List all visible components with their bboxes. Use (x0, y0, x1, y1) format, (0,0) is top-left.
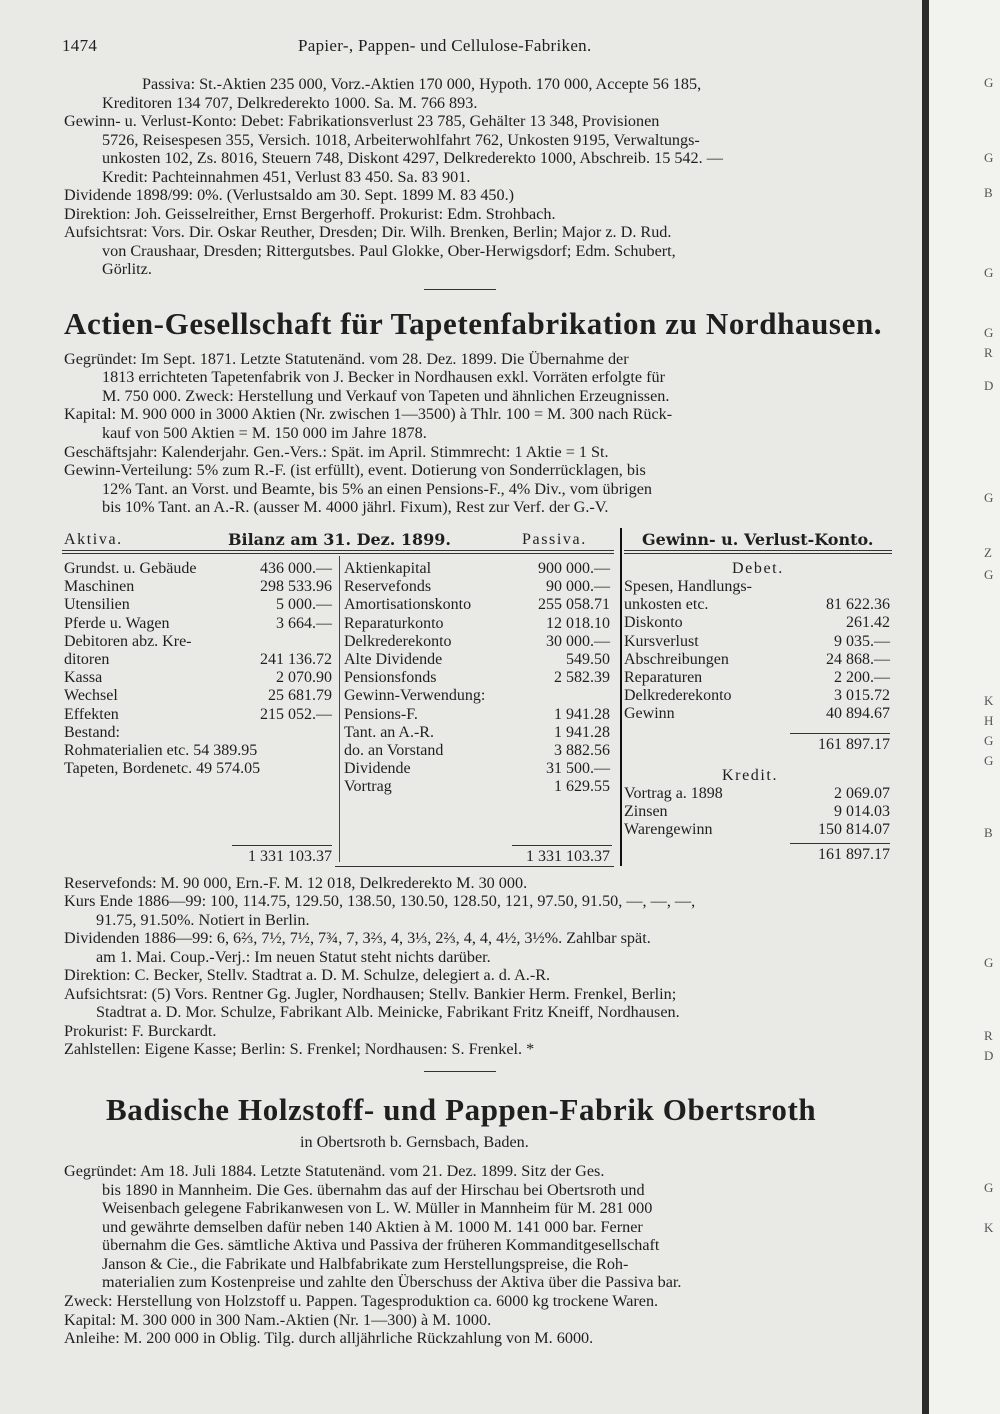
kredit-total: 161 897.17 (818, 846, 890, 863)
debet-row-label: Gewinn (624, 705, 675, 723)
margin-letter: H (984, 713, 994, 728)
margin-letter: G (984, 150, 994, 165)
debet-label: Debet. (732, 560, 784, 577)
text-line: 5726, Reisespesen 355, Versich. 1018, Arbeiterwohlfahrt 762, Unkosten 9195, Verwaltungs- (102, 131, 700, 149)
text-line: 1813 errichteten Tapetenfabrik von J. Becker in Nordhausen exkl. Vorräten erfolgte für (102, 368, 665, 386)
passiva-row-label: Reparaturkonto (344, 614, 444, 632)
passiva-row-label: Tant. an A.-R. (344, 723, 434, 741)
debet-row-label: Kursverlust (624, 632, 699, 650)
passiva-row-value: 3 882.56 (554, 742, 610, 759)
text-line: Gewinn-Verteilung: 5% zum R.-F. (ist erfüllt), event. Dotierung von Sonderrücklagen, bis (64, 461, 646, 479)
debet-row-label: unkosten etc. (624, 596, 709, 614)
table-header-rule (62, 553, 614, 554)
text-line: Direktion: C. Becker, Stellv. Stadtrat a. D. M. Schulze, delegiert a. d. A.-R. (64, 966, 551, 984)
company-subtitle: in Obertsroth b. Gernsbach, Baden. (300, 1133, 529, 1151)
margin-letter: G (984, 753, 994, 768)
text-line: 91.75, 91.50%. Notiert in Berlin. (96, 911, 310, 929)
debet-row-value: 40 894.67 (826, 705, 890, 723)
passiva-total: 1 331 103.37 (526, 848, 610, 865)
text-line: Kapital: M. 300 000 in 300 Nam.-Aktien (Nr. 1—300) à M. 1000. (64, 1311, 492, 1329)
aktiva-row-value: 5 000.— (276, 596, 332, 614)
text-line: kauf von 500 Aktien = M. 150 000 im Jahre 1878. (102, 424, 427, 442)
aktiva-row-label: Grundst. u. Gebäude (64, 560, 197, 577)
text-line: bis 1890 in Mannheim. Die Ges. übernahm das auf der Hirschau bei Obertsroth und (102, 1181, 645, 1199)
margin-letter: D (984, 1048, 994, 1063)
passiva-row-value: 30 000.— (546, 632, 610, 650)
aktiva-row-label: Effekten (64, 705, 119, 723)
aktiva-row-value: 2 070.90 (276, 669, 332, 687)
aktiva-row-label: ditoren (64, 651, 110, 668)
passiva-row-label: Alte Dividende (344, 651, 443, 668)
kredit-row-label: Vortrag a. 1898 (624, 785, 723, 802)
text-line: Zweck: Herstellung von Holzstoff u. Pappen. Tagesproduktion ca. 6000 kg trockene Waren. (64, 1292, 659, 1310)
company-title: Badische Holzstoff- und Pappen-Fabrik Obertsroth (106, 1092, 817, 1127)
text-line: übernahm die Ges. sämtliche Aktiva und Passiva der früheren Kommanditgesellschaft (102, 1236, 660, 1254)
aktiva-row-label: Bestand: (64, 723, 120, 741)
margin-letter: G (984, 567, 994, 582)
margin-letter: G (984, 265, 994, 280)
aktiva-row-label: Kassa (64, 669, 103, 687)
table-header-rule (624, 553, 892, 554)
passiva-row-value: 900 000.— (538, 560, 610, 577)
aktiva-row-value: 215 052.— (260, 705, 332, 723)
aktiva-row-label: Tapeten, Bordenetc. 49 574.05 (64, 760, 261, 778)
passiva-row-label: Vortrag (344, 778, 392, 796)
passiva-row-value: 549.50 (566, 651, 610, 668)
text-line: Kurs Ende 1886—99: 100, 114.75, 129.50, 138.50, 130.50, 128.50, 121, 97.50, 91.50, —, —, —, (64, 892, 696, 910)
kredit-row-value: 9 014.03 (834, 803, 890, 821)
debet-total: 161 897.17 (818, 736, 890, 753)
debet-row-label: Reparaturen (624, 669, 703, 686)
aktiva-total: 1 331 103.37 (248, 848, 332, 865)
table-header-rule (624, 550, 892, 551)
total-rule (790, 733, 890, 734)
text-line: unkosten 102, Zs. 8016, Steuern 748, Diskont 4297, Delkrederekto 1000, Abschreib. 15 542. — (102, 149, 723, 167)
text-line: Prokurist: F. Burckardt. (64, 1022, 217, 1040)
passiva-row-label: do. an Vorstand (344, 742, 444, 759)
kredit-row-value: 2 069.07 (834, 785, 890, 802)
margin-letter: R (984, 345, 993, 360)
aktiva-row-label: Debitoren abz. Kre- (64, 632, 192, 650)
passiva-row-label: Amortisationskonto (344, 596, 472, 614)
margin-letter: B (984, 825, 993, 840)
aktiva-row-value: 3 664.— (276, 614, 332, 632)
text-line: Aufsichtsrat: (5) Vors. Rentner Gg. Jugler, Nordhausen; Stellv. Bankier Herm. Frenkel, Berlin; (64, 985, 677, 1003)
section-divider (424, 1071, 496, 1072)
debet-row-label: Spesen, Handlungs- (624, 578, 752, 595)
debet-row-value: 81 622.36 (826, 596, 890, 614)
running-title: Papier-, Pappen- und Cellulose-Fabriken. (298, 36, 592, 55)
kredit-label: Kredit. (722, 767, 779, 784)
margin-letter: G (984, 490, 994, 505)
aktiva-row-label: Utensilien (64, 596, 130, 614)
passiva-row-label: Reservefonds (344, 578, 432, 596)
kredit-row-label: Warengewinn (624, 821, 713, 839)
passiva-row-label: Aktienkapital (344, 560, 432, 577)
text-line: M. 750 000. Zweck: Herstellung und Verkauf von Tapeten und ähnlichen Erzeugnissen. (102, 387, 670, 405)
text-line: Aufsichtsrat: Vors. Dir. Oskar Reuther, Dresden; Dir. Wilh. Brenken, Berlin; Major z. D. Rud. (64, 223, 672, 241)
margin-letter: K (984, 693, 994, 708)
text-line: Kredit: Pachteinnahmen 451, Verlust 83 450. Sa. 83 901. (102, 168, 471, 186)
debet-row-value: 261.42 (846, 614, 890, 632)
aktiva-row-value: 436 000.— (260, 560, 332, 577)
passiva-row-value: 1 629.55 (554, 778, 610, 796)
page-number: 1474 (62, 36, 98, 55)
text-line: Gegründet: Am 18. Juli 1884. Letzte Statutenänd. vom 21. Dez. 1899. Sitz der Ges. (64, 1162, 605, 1180)
passiva-row-value: 12 018.10 (546, 614, 610, 632)
passiva-row-value: 31 500.— (546, 760, 610, 778)
passiva-label: Passiva. (522, 531, 587, 548)
debet-row-label: Delkrederekonto (624, 687, 732, 705)
margin-letter: B (984, 185, 993, 200)
margin-letter: G (984, 75, 994, 90)
kredit-row-value: 150 814.07 (818, 821, 890, 839)
aktiva-row-label: Maschinen (64, 578, 135, 596)
text-line: Kreditoren 134 707, Delkrederekto 1000. Sa. M. 766 893. (102, 94, 478, 112)
aktiva-row-value: 298 533.96 (260, 578, 332, 596)
text-line: Direktion: Joh. Geisselreither, Ernst Bergerhoff. Prokurist: Edm. Strohbach. (64, 205, 556, 223)
page-binding-edge (922, 0, 929, 1414)
aktiva-row-label: Pferde u. Wagen (64, 614, 170, 632)
passiva-row-label: Delkrederekonto (344, 632, 452, 650)
total-rule (232, 845, 332, 846)
margin-letter: K (984, 1220, 994, 1235)
passiva-row-value: 2 582.39 (554, 669, 610, 687)
text-line: Janson & Cie., die Fabrikate und Halbfabrikate zum Herstellungspreise, die Roh- (102, 1255, 629, 1273)
debet-row-label: Abschreibungen (624, 650, 729, 668)
aktiva-row-value: 25 681.79 (268, 687, 332, 705)
column-divider (620, 528, 622, 866)
text-line: von Craushaar, Dresden; Rittergutsbes. Paul Glokke, Ober-Herwigsdorf; Edm. Schubert, (102, 242, 676, 260)
passiva-row-label: Gewinn-Verwendung: (344, 687, 486, 705)
text-line: bis 10% Tant. an A.-R. (ausser M. 4000 jährl. Fixum), Rest zur Verf. der G.-V. (102, 498, 609, 516)
text-line: Passiva: St.-Aktien 235 000, Vorz.-Aktien 170 000, Hypoth. 170 000, Accepte 56 185, (142, 75, 702, 93)
margin-letter: D (984, 378, 994, 393)
aktiva-row-label: Wechsel (64, 687, 118, 705)
debet-row-value: 3 015.72 (834, 687, 890, 705)
text-line: Kapital: M. 900 000 in 3000 Aktien (Nr. zwischen 1—3500) à Thlr. 100 = M. 300 nach Rück- (64, 405, 673, 423)
total-rule (512, 845, 612, 846)
gv-title: Gewinn- u. Verlust-Konto. (642, 530, 874, 549)
margin-letter: G (984, 325, 994, 340)
text-line: materialien zum Kostenpreise und zahlte den Überschuss der Aktiva über die Passiva bar. (102, 1273, 682, 1291)
passiva-row-label: Pensionsfonds (344, 669, 437, 687)
passiva-row-value: 255 058.71 (538, 596, 610, 614)
debet-row-value: 24 868.— (826, 650, 890, 668)
section-divider (424, 289, 496, 290)
text-line: Zahlstellen: Eigene Kasse; Berlin: S. Frenkel; Nordhausen: S. Frenkel. * (64, 1040, 535, 1058)
margin-letter: G (984, 733, 994, 748)
text-line: Görlitz. (102, 260, 152, 278)
text-line: und gewährte demselben dafür neben 140 Aktien à M. 1000 M. 141 000 bar. Ferner (102, 1218, 643, 1236)
balance-title: Bilanz am 31. Dez. 1899. (228, 530, 451, 549)
company-title: Actien-Gesellschaft für Tapetenfabrikation zu Nordhausen. (64, 306, 883, 341)
debet-row-value: 2 200.— (834, 669, 890, 686)
text-line: Geschäftsjahr: Kalenderjahr. Gen.-Vers.: Spät. im April. Stimmrecht: 1 Aktie = 1 St. (64, 443, 609, 461)
passiva-row-value: 1 941.28 (554, 723, 610, 741)
total-rule (790, 843, 890, 844)
text-line: Stadtrat a. D. Mor. Schulze, Fabrikant Alb. Meinicke, Fabrikant Fritz Kneiff, Nordhausen. (96, 1003, 680, 1021)
margin-letter: R (984, 1028, 993, 1043)
text-line: Dividende 1898/99: 0%. (Verlustsaldo am 30. Sept. 1899 M. 83 450.) (64, 186, 515, 204)
text-line: am 1. Mai. Coup.-Verj.: Im neuen Statut steht nichts darüber. (96, 948, 491, 966)
text-line: Gegründet: Im Sept. 1871. Letzte Statutenänd. vom 28. Dez. 1899. Die Übernahme der (64, 350, 629, 368)
kredit-row-label: Zinsen (624, 803, 668, 821)
aktiva-label: Aktiva. (64, 531, 123, 548)
text-line: Dividenden 1886—99: 6, 6⅔, 7½, 7½, 7¾, 7, 3⅔, 4, 3⅓, 2⅔, 4, 4, 4½, 3½%. Zahlbar spät. (64, 929, 651, 947)
aktiva-row-label: Rohmaterialien etc. 54 389.95 (64, 742, 258, 759)
text-line: 12% Tant. an Vorst. und Beamte, bis 5% an einen Pensions-F., 4% Div., vom übrigen (102, 480, 652, 498)
text-line: Reservefonds: M. 90 000, Ern.-F. M. 12 018, Delkrederekto M. 30 000. (64, 874, 528, 892)
debet-row-value: 9 035.— (834, 632, 890, 650)
table-header-rule (62, 550, 614, 551)
passiva-row-value: 90 000.— (546, 578, 610, 596)
passiva-row-label: Pensions-F. (344, 705, 418, 723)
margin-letter: G (984, 955, 994, 970)
margin-letter: G (984, 1180, 994, 1195)
passiva-row-label: Dividende (344, 760, 411, 778)
table-bottom-rule (335, 866, 614, 867)
passiva-row-value: 1 941.28 (554, 705, 610, 723)
text-line: Gewinn- u. Verlust-Konto: Debet: Fabrikationsverlust 23 785, Gehälter 13 348, Provisionen (64, 112, 660, 130)
aktiva-row-value: 241 136.72 (260, 651, 332, 668)
text-line: Weisenbach gelegene Fabrikanwesen von L. W. Müller in Mannheim für M. 281 000 (102, 1199, 653, 1217)
debet-row-label: Diskonto (624, 614, 683, 632)
text-line: Anleihe: M. 200 000 in Oblig. Tilg. durch alljährliche Rückzahlung von M. 6000. (64, 1329, 594, 1347)
margin-letter: Z (984, 545, 992, 560)
column-divider (339, 556, 340, 862)
